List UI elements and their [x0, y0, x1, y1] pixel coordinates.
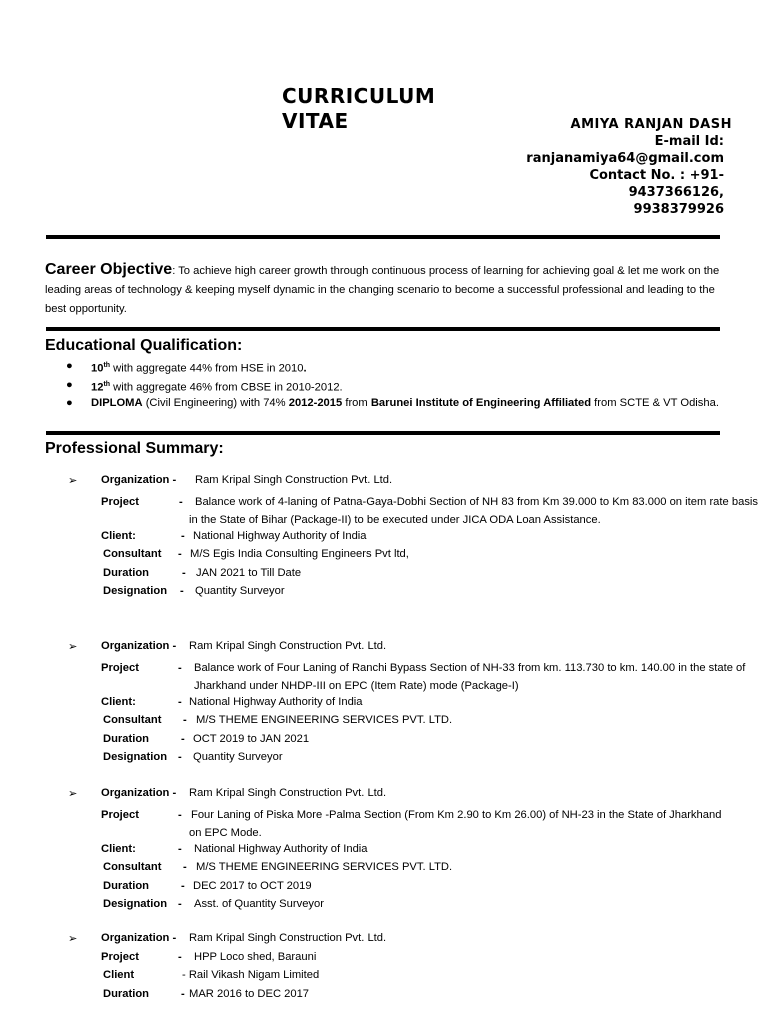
divider [46, 235, 720, 239]
designation-label: Designation [103, 585, 168, 597]
career-objective [45, 260, 725, 319]
client-value: National Highway Authority of India [189, 695, 363, 708]
client-value: - Rail Vikash Nigam Limited [182, 969, 320, 981]
professional-summary-heading: Professional Summary: [45, 440, 224, 457]
project-label: Project [101, 495, 139, 508]
consultant-label: Consultant [103, 714, 162, 726]
client-label: Client: [101, 695, 136, 708]
duration-label: Duration [103, 566, 149, 579]
project-label: Project [101, 661, 139, 674]
duration-value: OCT 2019 to JAN 2021 [193, 732, 310, 745]
phone-number-2: 9938379926 [633, 202, 724, 217]
education-list [66, 358, 726, 411]
career-objective-heading: Career Objective [45, 261, 173, 278]
designation-value: Quantity Surveyor [195, 585, 285, 597]
duration-value: DEC 2017 to OCT 2019 [193, 879, 312, 892]
organization-label: Organization - [101, 787, 177, 799]
project-entry: ➢ Organization - Ram Kripal Singh Construction Pvt. Ltd. Project - Balance work of 4-laning of Patna-Gaya-Dobhi Section of NH 83 from Km 39.000 to Km 83.000 on item rate basis in the State of Bihar (Package-II) to be executed under JICA ODA Loan Assistance. Client: - National Highway Authority of India Consultant - M/S Egis India Consulting Engineers Pvt ltd, Duration - JAN 2021 to Till Date Designation - Quantity Surveyor [68, 474, 758, 597]
organization-value: Ram Kripal Singh Construction Pvt. Ltd. [189, 932, 387, 944]
project-value: Balance work of 4-laning of Patna-Gaya-Dobhi Section of NH 83 from Km 39.000 to Km 83.000 on item rate basis in the State of Bihar (Package-II) to be executed under JICA ODA Loan Assistance. [189, 495, 758, 526]
organization-value: Ram Kripal Singh Construction Pvt. Ltd. [189, 787, 387, 799]
education-item: ● 12th with aggregate 46% from CBSE in 2010-2012. [66, 378, 343, 394]
organization-label: Organization - [101, 474, 177, 486]
email-address[interactable]: ranjanamiya64@gmail.com [526, 151, 724, 166]
title-line-2: VITAE [282, 109, 349, 133]
client-label: Client: [101, 529, 136, 542]
consultant-label: Consultant [103, 548, 162, 560]
arrow-bullet-icon: ➢ [68, 788, 78, 800]
client-value: National Highway Authority of India [193, 529, 367, 542]
divider [46, 431, 720, 435]
bullet-icon: ● [66, 360, 73, 372]
education-item: ● 10th with aggregate 44% from HSE in 2010. [66, 360, 307, 375]
client-label: Client: [101, 842, 136, 855]
client-value: National Highway Authority of India [194, 842, 368, 855]
designation-label: Designation [103, 751, 168, 763]
career-objective-text: : To achieve high career growth through continuous process of learning for achieving goal & let me work on the leading areas of technology & keeping myself dynamic in the changing scenario to become a successful professional and leading to the best opportunity. [45, 265, 720, 315]
project-entry: ➢ Organization - Ram Kripal Singh Construction Pvt. Ltd. Project - Balance work of Four Laning of Ranchi Bypass Section of NH-33 from km. 113.730 to km. 140.00 in the state of Jharkhand under NHDP-III on EPC (Item Rate) mode (Package-I) Client: - National Highway Authority of India Consultant - M/S THEME ENGINEERING SERVICES PVT. LTD. Duration - OCT 2019 to JAN 2021 Designation - Quantity Surveyor [68, 640, 758, 770]
designation-value: Asst. of Quantity Surveyor [194, 898, 324, 910]
consultant-value: M/S THEME ENGINEERING SERVICES PVT. LTD. [196, 861, 453, 873]
duration-label: Duration [103, 987, 149, 1000]
bullet-icon: ● [66, 378, 73, 391]
document-title [282, 84, 435, 134]
designation-label: Designation [103, 898, 168, 910]
duration-value: JAN 2021 to Till Date [196, 566, 302, 579]
project-value: HPP Loco shed, Barauni [194, 950, 317, 963]
duration-label: Duration [103, 732, 149, 745]
project-value: Four Laning of Piska More -Palma Section (From Km 2.90 to Km 26.00) of NH-23 in the State of Jharkhand on EPC Mode. [189, 808, 722, 839]
consultant-value: M/S Egis India Consulting Engineers Pvt ltd, [190, 548, 409, 560]
education-heading: Educational Qualification: [45, 337, 243, 354]
candidate-name: AMIYA RANJAN DASH [570, 117, 732, 132]
phone-number-1: 9437366126, [628, 185, 724, 200]
project-entry: ➢ Organization - Ram Kripal Singh Construction Pvt. Ltd. Project - Four Laning of Piska More -Palma Section (From Km 2.90 to Km 26.00) of NH-23 in the State of Jharkhand on EPC Mode. Client: - National Highway Authority of India Consultant - M/S THEME ENGINEERING SERVICES PVT. LTD. Duration - DEC 2017 to OCT 2019 Designation - Asst. of Quantity Surveyor [68, 787, 758, 917]
duration-label: Duration [103, 879, 149, 892]
project-label: Project [101, 808, 139, 821]
organization-value: Ram Kripal Singh Construction Pvt. Ltd. [189, 640, 387, 652]
designation-value: Quantity Surveyor [193, 751, 283, 763]
project-entry: ➢ Organization - Ram Kripal Singh Construction Pvt. Ltd. Project - HPP Loco shed, Barauni Client - Rail Vikash Nigam Limited Duration - MAR 2016 to DEC 2017 [68, 932, 387, 1000]
arrow-bullet-icon: ➢ [68, 475, 78, 487]
arrow-bullet-icon: ➢ [68, 641, 78, 653]
organization-label: Organization - [101, 640, 177, 652]
contact-label: Contact No. : +91- [589, 168, 724, 183]
organization-label: Organization - [101, 932, 177, 944]
consultant-label: Consultant [103, 861, 162, 873]
project-label: Project [101, 950, 139, 963]
title-line-1: CURRICULUM [282, 84, 436, 108]
project-value: Balance work of Four Laning of Ranchi Bypass Section of NH-33 from km. 113.730 to km. 140.00 in the state of Jharkhand under NHDP-III on EPC (Item Rate) mode (Package-I) [194, 661, 746, 692]
consultant-value: M/S THEME ENGINEERING SERVICES PVT. LTD. [196, 714, 453, 726]
contact-block [464, 116, 732, 218]
divider [46, 327, 720, 331]
organization-value: Ram Kripal Singh Construction Pvt. Ltd. [195, 474, 393, 486]
client-label: Client [103, 969, 135, 981]
arrow-bullet-icon: ➢ [68, 933, 78, 945]
bullet-icon: ● [66, 397, 73, 410]
email-label: E-mail Id: [654, 134, 724, 149]
duration-value: MAR 2016 to DEC 2017 [189, 987, 310, 1000]
education-item: ● DIPLOMA (Civil Engineering) with 74% 2012-2015 from Barunei Institute of Engineering Affiliated from SCTE & VT Odisha. [66, 397, 719, 410]
